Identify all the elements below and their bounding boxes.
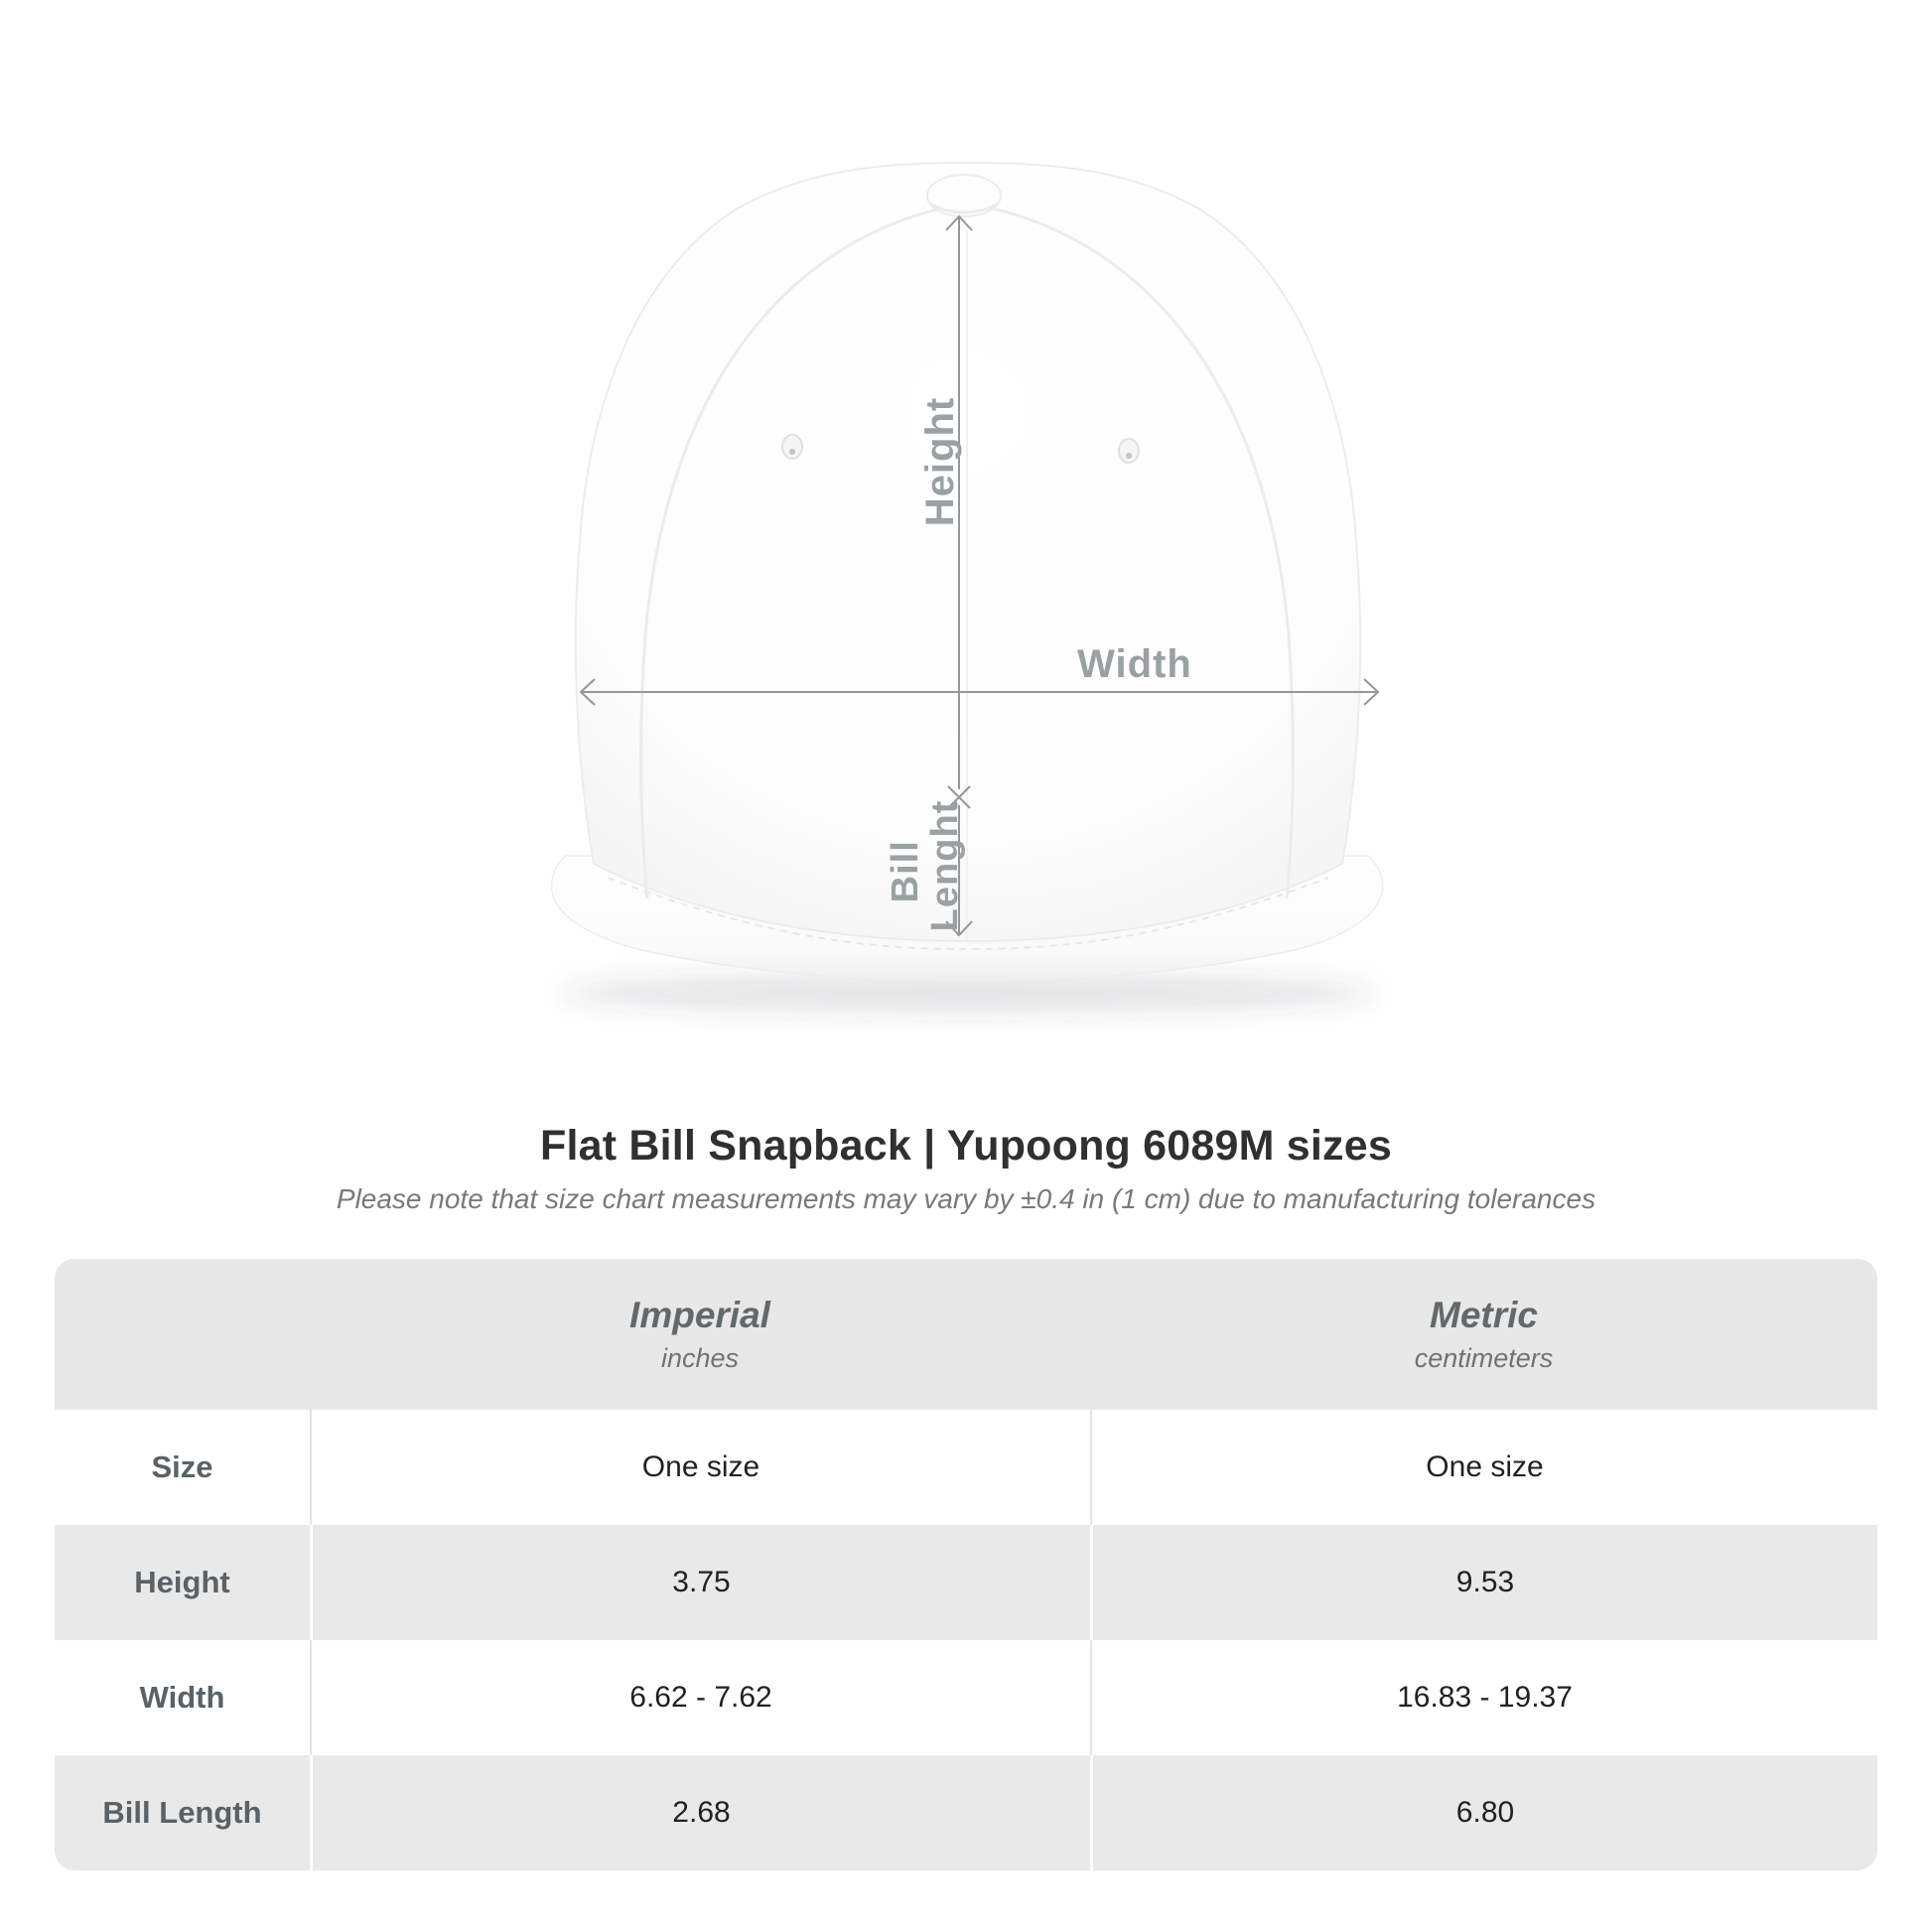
header-spacer-cell	[55, 1259, 310, 1410]
header-imperial	[310, 1259, 1090, 1410]
eyelet-left	[782, 435, 802, 459]
metric-value: 6.80	[1090, 1755, 1877, 1870]
metric-title: Metric	[1430, 1295, 1538, 1335]
row-label: Size	[151, 1449, 213, 1484]
page-title: Flat Bill Snapback | Yupoong 6089M sizes	[540, 1122, 1392, 1170]
metric-value: One size	[1090, 1410, 1877, 1525]
heading-block	[0, 1122, 1932, 1215]
table-row-bill-length	[55, 1755, 1877, 1870]
row-label: Height	[134, 1565, 230, 1599]
row-label: Width	[139, 1680, 225, 1715]
row-label: Bill Length	[102, 1795, 262, 1830]
table-header-band	[55, 1259, 1877, 1410]
imperial-value: 3.75	[310, 1525, 1090, 1640]
imperial-value: 2.68	[310, 1755, 1090, 1870]
cap-button	[927, 175, 1001, 216]
metric-value: 9.53	[1090, 1525, 1877, 1640]
imperial-title: Imperial	[629, 1295, 770, 1335]
metric-value: 16.83 - 19.37	[1090, 1640, 1877, 1755]
tolerance-note: Please note that size chart measurements may vary by ±0.4 in (1 cm) due to manufacturing tolerances	[336, 1183, 1596, 1214]
height-dimension-label: Height	[918, 396, 962, 527]
imperial-value: One size	[310, 1410, 1090, 1525]
table-row-height	[55, 1525, 1877, 1640]
eyelet-right	[1119, 439, 1139, 463]
imperial-value: 6.62 - 7.62	[310, 1640, 1090, 1755]
table-row-size	[55, 1410, 1877, 1525]
table-row-width	[55, 1640, 1877, 1755]
imperial-unit: inches	[660, 1343, 740, 1373]
bill-length-dimension-label: Bill Lenght	[885, 799, 966, 932]
width-dimension-label: Width	[1077, 642, 1192, 686]
size-table	[55, 1259, 1877, 1870]
header-metric	[1090, 1259, 1877, 1410]
metric-unit: centimeters	[1414, 1343, 1554, 1373]
